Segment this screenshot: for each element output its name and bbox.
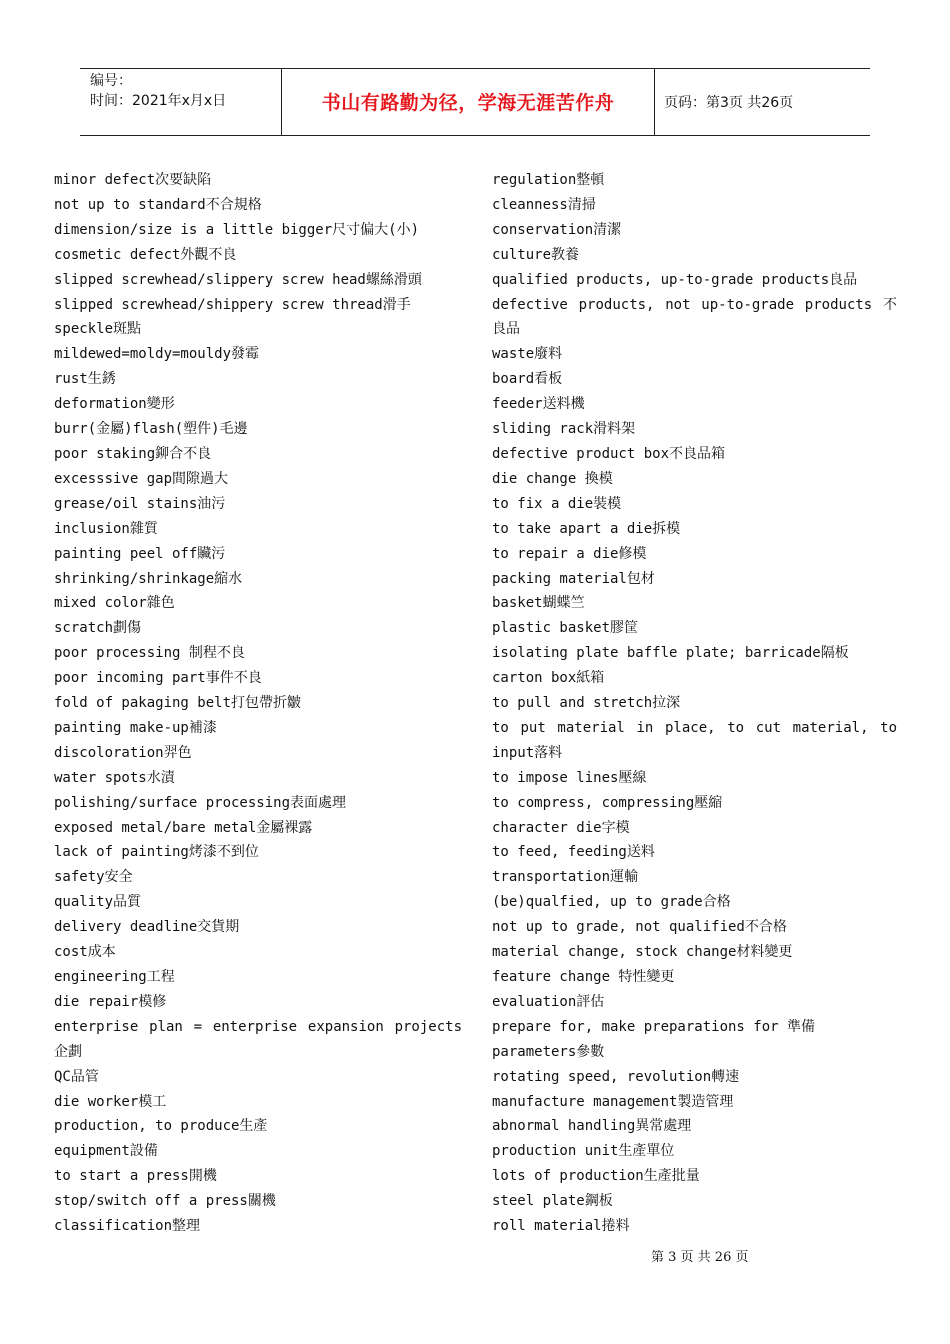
glossary-entry: abnormal handling異常處理: [492, 1118, 692, 1135]
glossary-entry: feature change 特性變更: [492, 969, 675, 985]
glossary-entry: water spots水漬: [54, 769, 175, 786]
glossary-entry: to fix a die裝模: [492, 495, 622, 512]
glossary-entry: poor processing 制程不良: [54, 645, 245, 662]
header-motto: 书山有路勤为径，学海无涯苦作舟: [321, 92, 615, 114]
glossary-entry: production, to produce生產: [54, 1118, 268, 1135]
glossary-entry: excesssive gap間隙過大: [54, 470, 229, 487]
glossary-entry: mixed color雜色: [54, 595, 175, 612]
glossary-entry: steel plate鋼板: [492, 1193, 613, 1210]
glossary-entry: to put material in place, to cut material, to input落料: [492, 719, 897, 761]
glossary-entry: painting make-up補漆: [54, 719, 217, 736]
glossary-entry: rotating speed, revolution轉速: [492, 1068, 740, 1085]
glossary-entry: fold of pakaging belt打包帶折皺: [54, 695, 302, 712]
glossary-entry: feeder送料機: [492, 396, 585, 413]
glossary-entry: to take apart a die拆模: [492, 520, 681, 537]
glossary-entry: packing material包材: [492, 570, 655, 587]
glossary-entry: dimension/size is a little bigger尺寸偏大(小): [54, 221, 420, 238]
glossary-entry: cleanness清掃: [492, 196, 596, 213]
glossary-entry: cost成本: [54, 944, 116, 961]
glossary-entry: mildewed=moldy=mouldy發霉: [54, 346, 260, 363]
glossary-entry: sliding rack滑料架: [492, 421, 636, 438]
glossary-entry: to impose lines壓線: [492, 769, 647, 786]
header-page-label: 页码：第3页 共26页: [664, 94, 794, 111]
glossary-entry: delivery deadline交貨期: [54, 919, 240, 936]
glossary-entry: inclusion雜質: [54, 520, 158, 537]
glossary-entry: to repair a die修模: [492, 545, 647, 562]
header-left-cell: [90, 71, 226, 111]
glossary-entry: material change, stock change材料變更: [492, 944, 793, 961]
glossary-entry: poor incoming part事件不良: [54, 670, 262, 687]
glossary-entry: carton box紙箱: [492, 670, 605, 687]
glossary-entry: polishing/surface processing表面處理: [54, 794, 347, 811]
glossary-entry: discoloration羿色: [54, 744, 192, 761]
glossary-entry: rust生銹: [54, 371, 116, 388]
glossary-entry: safety安全: [54, 869, 133, 886]
glossary-entry: (be)qualfied, up to grade合格: [492, 894, 731, 911]
glossary-entry: qualified products, up-to-grade products良品: [492, 271, 858, 288]
glossary-entry: not up to standard不合規格: [54, 196, 262, 213]
glossary-entry: die repair模修: [54, 993, 167, 1010]
document-number-label: 编号：: [90, 73, 132, 89]
glossary-right-column: [492, 168, 897, 1239]
glossary-entry: not up to grade, not qualified不合格: [492, 919, 787, 936]
glossary-entry: character die字模: [492, 819, 630, 836]
glossary-entry: cosmetic defect外觀不良: [54, 246, 237, 263]
glossary-entry: minor defect次要缺陷: [54, 172, 212, 188]
glossary-entry: slipped screwhead/shippery screw thread滑手: [54, 296, 411, 313]
glossary-entry: stop/switch off a press關機: [54, 1193, 276, 1210]
glossary-entry: lack of painting烤漆不到位: [54, 844, 259, 861]
glossary-entry: defective products, not up-to-grade products 不良品: [492, 296, 897, 338]
glossary-entry: prepare for, make preparations for 準備: [492, 1018, 816, 1035]
glossary-entry: roll material捲料: [492, 1218, 630, 1235]
header-bottom-rule: [80, 135, 870, 136]
glossary-entry: burr(金屬)flash(塑件)毛邊: [54, 421, 248, 438]
glossary-entry: board看板: [492, 371, 563, 388]
glossary-entry: evaluation評估: [492, 993, 605, 1010]
glossary-entry: to pull and stretch拉深: [492, 695, 681, 712]
glossary-entry: engineering工程: [54, 969, 175, 985]
glossary-entry: waste廢料: [492, 346, 563, 363]
glossary-entry: regulation整頓: [492, 172, 605, 188]
glossary-entry: QC品管: [54, 1068, 99, 1085]
glossary-entry: shrinking/shrinkage縮水: [54, 570, 243, 587]
header-divider-right: [654, 68, 655, 135]
document-date-label: 时间：2021年x月x日: [90, 93, 227, 109]
glossary-entry: conservation清潔: [492, 221, 622, 238]
glossary-entry: culture教養: [492, 246, 580, 263]
glossary-entry: scratch劃傷: [54, 620, 142, 637]
glossary-left-column: [54, 168, 462, 1239]
glossary-entry: die change 換模: [492, 470, 613, 487]
glossary-entry: grease/oil stains油污: [54, 495, 226, 512]
glossary-entry: to compress, compressing壓縮: [492, 794, 723, 811]
glossary-entry: quality品質: [54, 894, 142, 911]
glossary-entry: to feed, feeding送料: [492, 844, 655, 861]
glossary-entry: slipped screwhead/slippery screw head螺絲滑頭: [54, 271, 422, 288]
page-footer: 第 3 页 共 26 页: [651, 1250, 749, 1265]
glossary-entry: die worker模工: [54, 1093, 167, 1110]
glossary-entry: classification整理: [54, 1218, 201, 1235]
glossary-entry: basket蝴蝶竺: [492, 595, 585, 612]
glossary-entry: defective product box不良品箱: [492, 445, 726, 462]
glossary-entry: manufacture management製造管理: [492, 1093, 734, 1110]
glossary-entry: production unit生產單位: [492, 1143, 675, 1160]
glossary-entry: painting peel off贜污: [54, 545, 226, 562]
glossary-entry: poor staking鉚合不良: [54, 445, 212, 462]
glossary-entry: enterprise plan = enterprise expansion projects企劃: [54, 1018, 462, 1060]
glossary-entry: parameters參數: [492, 1043, 605, 1060]
glossary-entry: plastic basket膠筐: [492, 620, 639, 637]
glossary-entry: to start a press開機: [54, 1168, 217, 1185]
glossary-entry: exposed metal/bare metal金屬裸露: [54, 819, 313, 836]
glossary-entry: transportation運輸: [492, 869, 639, 886]
glossary-entry: equipment設備: [54, 1143, 158, 1160]
glossary-entry: speckle斑點: [54, 321, 142, 338]
glossary-entry: deformation變形: [54, 396, 175, 413]
glossary-entry: isolating plate baffle plate; barricade隔板: [492, 645, 849, 662]
glossary-entry: lots of production生產批量: [492, 1168, 700, 1185]
